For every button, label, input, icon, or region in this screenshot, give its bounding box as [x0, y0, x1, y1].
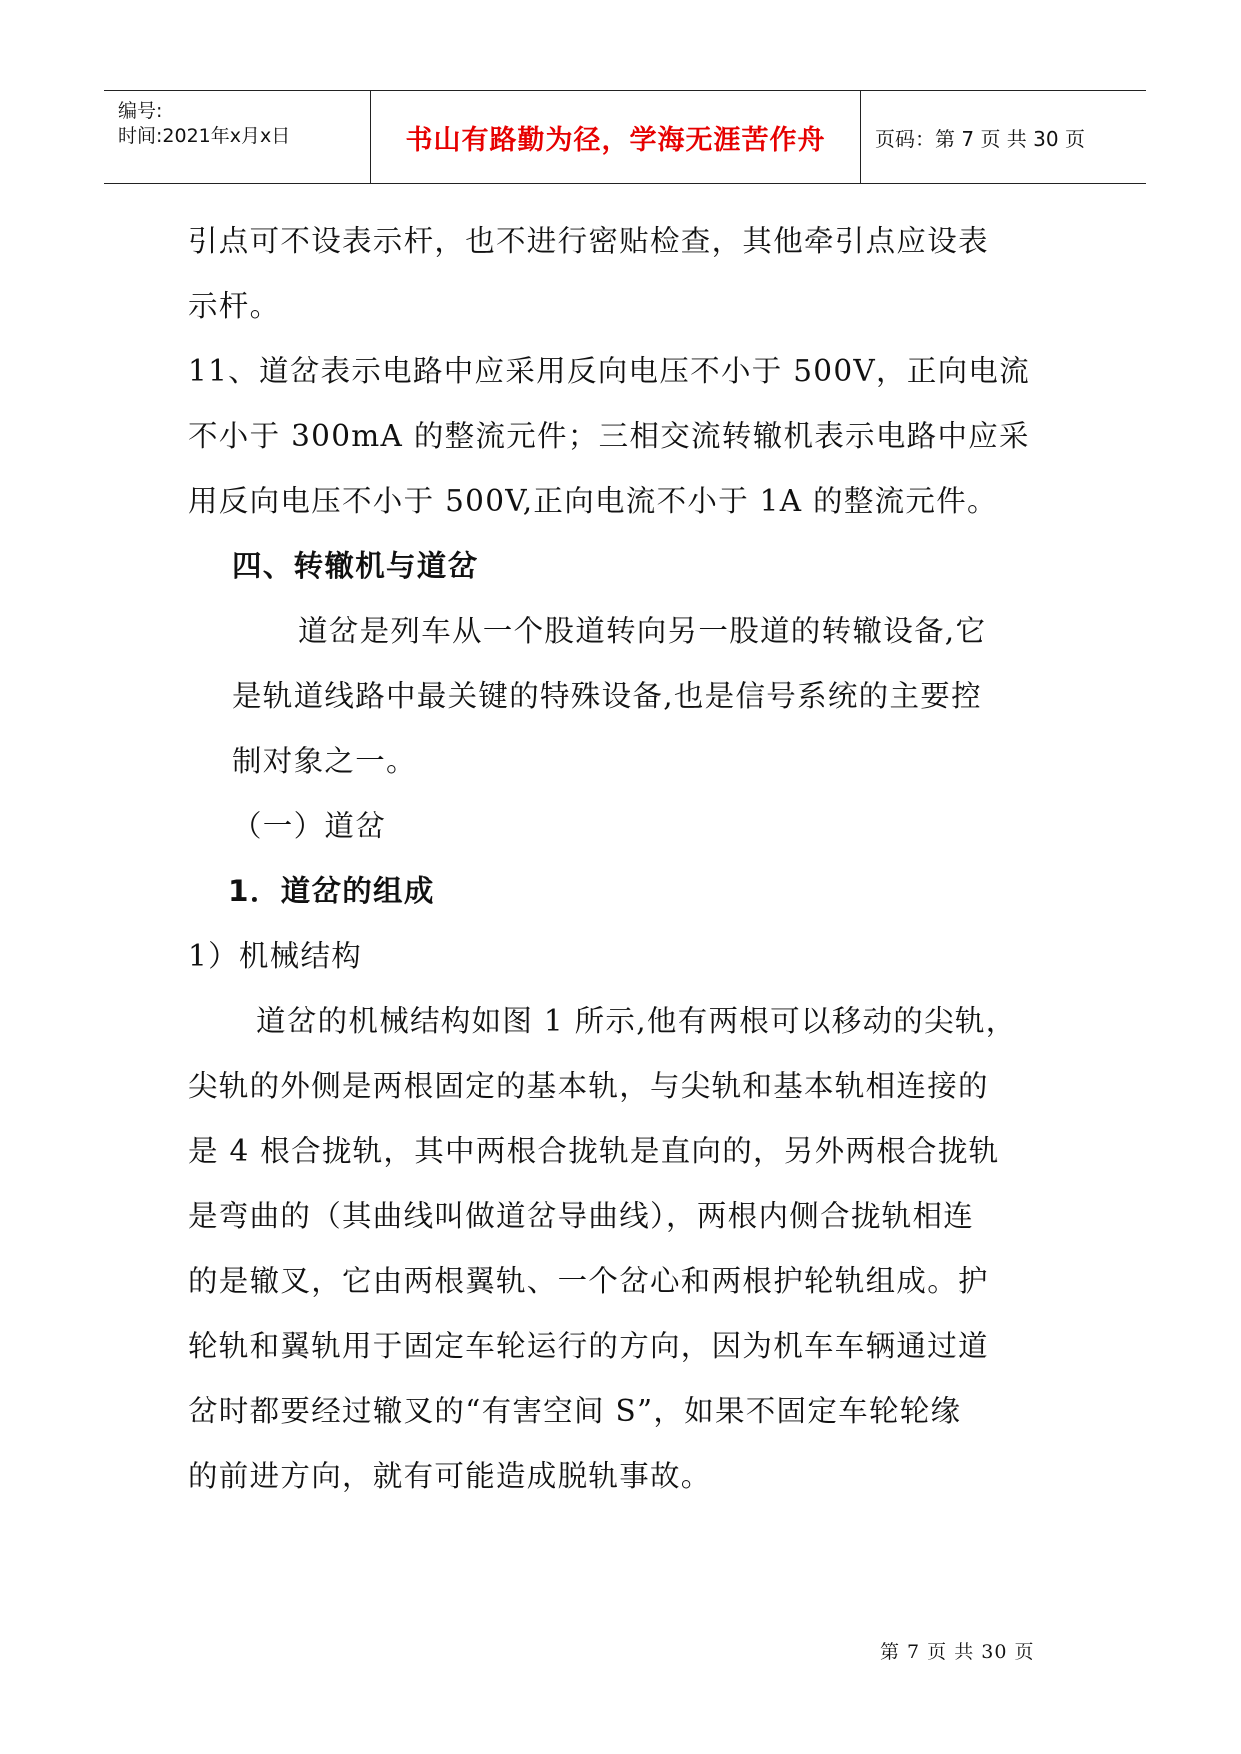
header-motto-cell	[371, 91, 861, 183]
body-line: 用反向电压不小于 500V,正向电流不小于 1A 的整流元件。	[188, 484, 998, 518]
body-line: 是 4 根合拢轨，其中两根合拢轨是直向的，另外两根合拢轨	[188, 1134, 1000, 1168]
body-line: 的前进方向，就有可能造成脱轨事故。	[188, 1459, 712, 1493]
section-heading: 四、转辙机与道岔	[232, 549, 479, 583]
page-footer: 第 7 页 共 30 页	[880, 1641, 1035, 1663]
body-line: 是轨道线路中最关键的特殊设备,也是信号系统的主要控	[232, 679, 982, 713]
body-line: 不小于 300mA 的整流元件；三相交流转辙机表示电路中应采	[188, 419, 1030, 453]
body-line: 的是辙叉，它由两根翼轨、一个岔心和两根护轮轨组成。护	[188, 1264, 989, 1298]
number-label: 编号:	[118, 100, 163, 122]
time-label: 时间:2021年x月x日	[118, 125, 291, 147]
subsection-heading: 1．道岔的组成	[228, 874, 435, 908]
body-line: 引点可不设表示杆，也不进行密贴检查，其他牵引点应设表	[188, 224, 989, 258]
body-line: 11、道岔表示电路中应采用反向电压不小于 500V，正向电流	[188, 354, 1031, 388]
body-line: 轮轨和翼轨用于固定车轮运行的方向，因为机车车辆通过道	[188, 1329, 989, 1363]
body-line: 制对象之一。	[232, 744, 417, 778]
subsection-heading: （一）道岔	[232, 809, 387, 843]
body-line: 岔时都要经过辙叉的“有害空间 S”，如果不固定车轮轮缘	[188, 1394, 962, 1428]
body-line: 是弯曲的（其曲线叫做道岔导曲线），两根内侧合拢轨相连	[188, 1199, 975, 1233]
body-line: 道岔是列车从一个股道转向另一股道的转辙设备,它	[298, 614, 987, 648]
subsection-heading: 1）机械结构	[188, 939, 363, 973]
body-line: 道岔的机械结构如图 1 所示,他有两根可以移动的尖轨，	[256, 1004, 1017, 1038]
document-header	[104, 90, 1146, 184]
header-page-cell	[861, 91, 1146, 183]
header-page-code: 页码：第 7 页 共 30 页	[875, 126, 1085, 151]
header-motto: 书山有路勤为径，学海无涯苦作舟	[405, 124, 826, 156]
body-line: 示杆。	[188, 289, 281, 323]
header-meta-cell	[104, 91, 371, 183]
body-line: 尖轨的外侧是两根固定的基本轨，与尖轨和基本轨相连接的	[188, 1069, 989, 1103]
